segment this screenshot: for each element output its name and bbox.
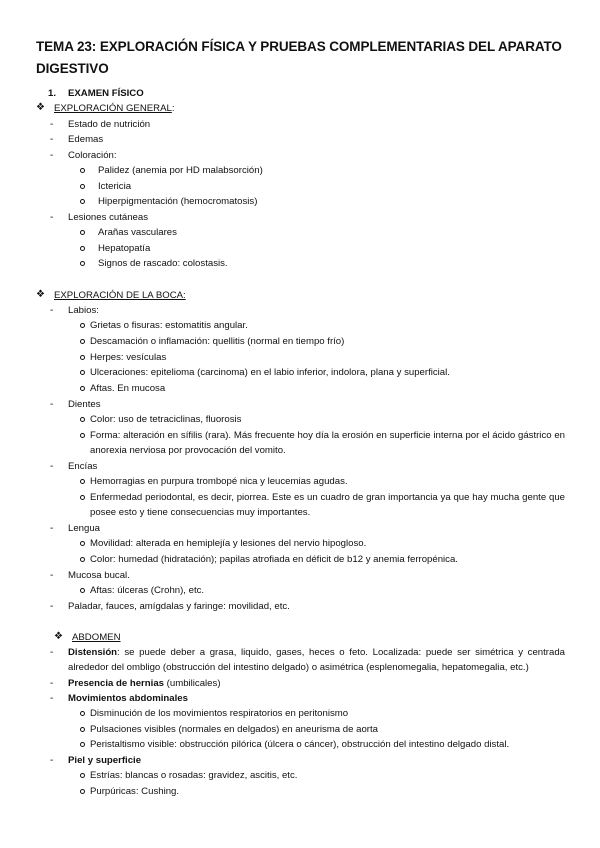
circle-bullet-icon <box>80 355 85 360</box>
dash-bullet-icon: - <box>50 119 54 130</box>
circle-bullet-icon <box>80 711 85 716</box>
list-item: Purpúricas: Cushing. <box>90 786 180 797</box>
list-item: Mucosa bucal. <box>68 570 130 581</box>
dash-bullet-icon: - <box>50 601 54 612</box>
list-item: Forma: alteración en sífilis (rara). Más frecuente hoy día la erosión en superficie interna por el ácido gástrico en anorexia nerviosa por provocación del vomito. <box>90 430 565 456</box>
circle-bullet-icon <box>80 742 85 747</box>
circle-bullet-icon <box>80 184 85 189</box>
dash-bullet-icon: - <box>50 523 54 534</box>
list-item: Labios: <box>68 305 99 316</box>
circle-bullet-icon <box>80 246 85 251</box>
dash-bullet-icon: - <box>50 150 54 161</box>
circle-bullet-icon <box>80 433 85 438</box>
diamond-bullet-icon: ❖ <box>36 102 45 113</box>
subsection-heading-abdomen: ABDOMEN <box>72 632 121 643</box>
dash-bullet-icon: - <box>50 134 54 145</box>
circle-bullet-icon <box>80 789 85 794</box>
list-item: Lengua <box>68 523 101 534</box>
subsection-heading-general: EXPLORACIÓN GENERAL: <box>54 103 175 114</box>
circle-bullet-icon <box>80 541 85 546</box>
list-item: Edemas <box>68 134 104 145</box>
list-item: Color: humedad (hidratación); papilas atrofiada en déficit de b12 y anemia ferropénica. <box>90 554 458 565</box>
circle-bullet-icon <box>80 261 85 266</box>
circle-bullet-icon <box>80 230 85 235</box>
list-item: Arañas vasculares <box>98 227 177 238</box>
list-item: Coloración: <box>68 150 117 161</box>
dash-bullet-icon: - <box>50 755 54 766</box>
list-item: Peristaltismo visible: obstrucción pilórica (úlcera o cáncer), obstrucción del intestino delgado distal. <box>90 739 510 750</box>
page-title: TEMA 23: EXPLORACIÓN FÍSICA Y PRUEBAS COMPLEMENTARIAS DEL APARATO DIGESTIVO <box>36 39 562 76</box>
list-item-movimientos: Movimientos abdominales <box>68 693 188 704</box>
list-item: Palidez (anemia por HD malabsorción) <box>98 165 263 176</box>
diamond-bullet-icon: ❖ <box>54 631 63 642</box>
dash-bullet-icon: - <box>50 678 54 689</box>
list-item-hernias: Presencia de hernias (umbilicales) <box>68 678 221 689</box>
list-item: Estado de nutrición <box>68 119 151 130</box>
list-item: Dientes <box>68 399 101 410</box>
circle-bullet-icon <box>80 727 85 732</box>
list-item: Ictericia <box>98 181 132 192</box>
list-item-distension: Distensión: se puede deber a grasa, liquido, gases, heces o feto. Localizada: puede ser simétrica y centrada alrededor del ombligo (obstrucción del intestino delgado) o asimétrica (esplenomegalia, hepatomegalia, etc.) <box>68 647 565 673</box>
list-item: Movilidad: alterada en hemiplejía y lesiones del nervio hipogloso. <box>90 538 367 549</box>
subsection-heading-boca: EXPLORACIÓN DE LA BOCA: <box>54 290 186 301</box>
list-item: Signos de rascado: colostasis. <box>98 258 228 269</box>
list-item: Grietas o fisuras: estomatitis angular. <box>90 320 248 331</box>
dash-bullet-icon: - <box>50 399 54 410</box>
dash-bullet-icon: - <box>50 647 54 658</box>
list-item: Aftas. En mucosa <box>90 383 166 394</box>
section-number: 1. <box>48 88 57 99</box>
list-item: Aftas: úlceras (Crohn), etc. <box>90 585 205 596</box>
circle-bullet-icon <box>80 168 85 173</box>
circle-bullet-icon <box>80 370 85 375</box>
list-item: Enfermedad periodontal, es decir, piorrea. Este es un cuadro de gran importancia ya que hay mucha gente que posee esto y tiene consecuencias muy importantes. <box>90 492 565 518</box>
diamond-bullet-icon: ❖ <box>36 289 45 300</box>
dash-bullet-icon: - <box>50 305 54 316</box>
dash-bullet-icon: - <box>50 570 54 581</box>
circle-bullet-icon <box>80 479 85 484</box>
circle-bullet-icon <box>80 199 85 204</box>
list-item: Disminución de los movimientos respiratorios en peritonismo <box>90 708 349 719</box>
list-item-piel: Piel y superficie <box>68 755 142 766</box>
list-item: Hemorragias en purpura trombopé nica y leucemias agudas. <box>90 476 348 487</box>
section-heading: EXAMEN FÍSICO <box>68 88 144 99</box>
list-item: Encías <box>68 461 98 472</box>
circle-bullet-icon <box>80 386 85 391</box>
circle-bullet-icon <box>80 339 85 344</box>
circle-bullet-icon <box>80 417 85 422</box>
dash-bullet-icon: - <box>50 693 54 704</box>
list-item: Estrías: blancas o rosadas: gravidez, ascitis, etc. <box>90 770 298 781</box>
circle-bullet-icon <box>80 588 85 593</box>
list-item: Ulceraciones: epitelioma (carcinoma) en el labio inferior, indolora, plana y superficial. <box>90 367 450 378</box>
circle-bullet-icon <box>80 557 85 562</box>
list-item: Color: uso de tetraciclinas, fluorosis <box>90 414 242 425</box>
list-item: Paladar, fauces, amígdalas y faringe: movilidad, etc. <box>68 601 290 612</box>
list-item: Herpes: vesículas <box>90 352 167 363</box>
list-item: Pulsaciones visibles (normales en delgados) en aneurisma de aorta <box>90 724 378 735</box>
dash-bullet-icon: - <box>50 461 54 472</box>
circle-bullet-icon <box>80 495 85 500</box>
circle-bullet-icon <box>80 773 85 778</box>
circle-bullet-icon <box>80 323 85 328</box>
list-item: Descamación o inflamación: quellitis (normal en tiempo frío) <box>90 336 345 347</box>
dash-bullet-icon: - <box>50 212 54 223</box>
list-item: Hepatopatía <box>98 243 151 254</box>
list-item: Hiperpigmentación (hemocromatosis) <box>98 196 258 207</box>
list-item: Lesiones cutáneas <box>68 212 149 223</box>
